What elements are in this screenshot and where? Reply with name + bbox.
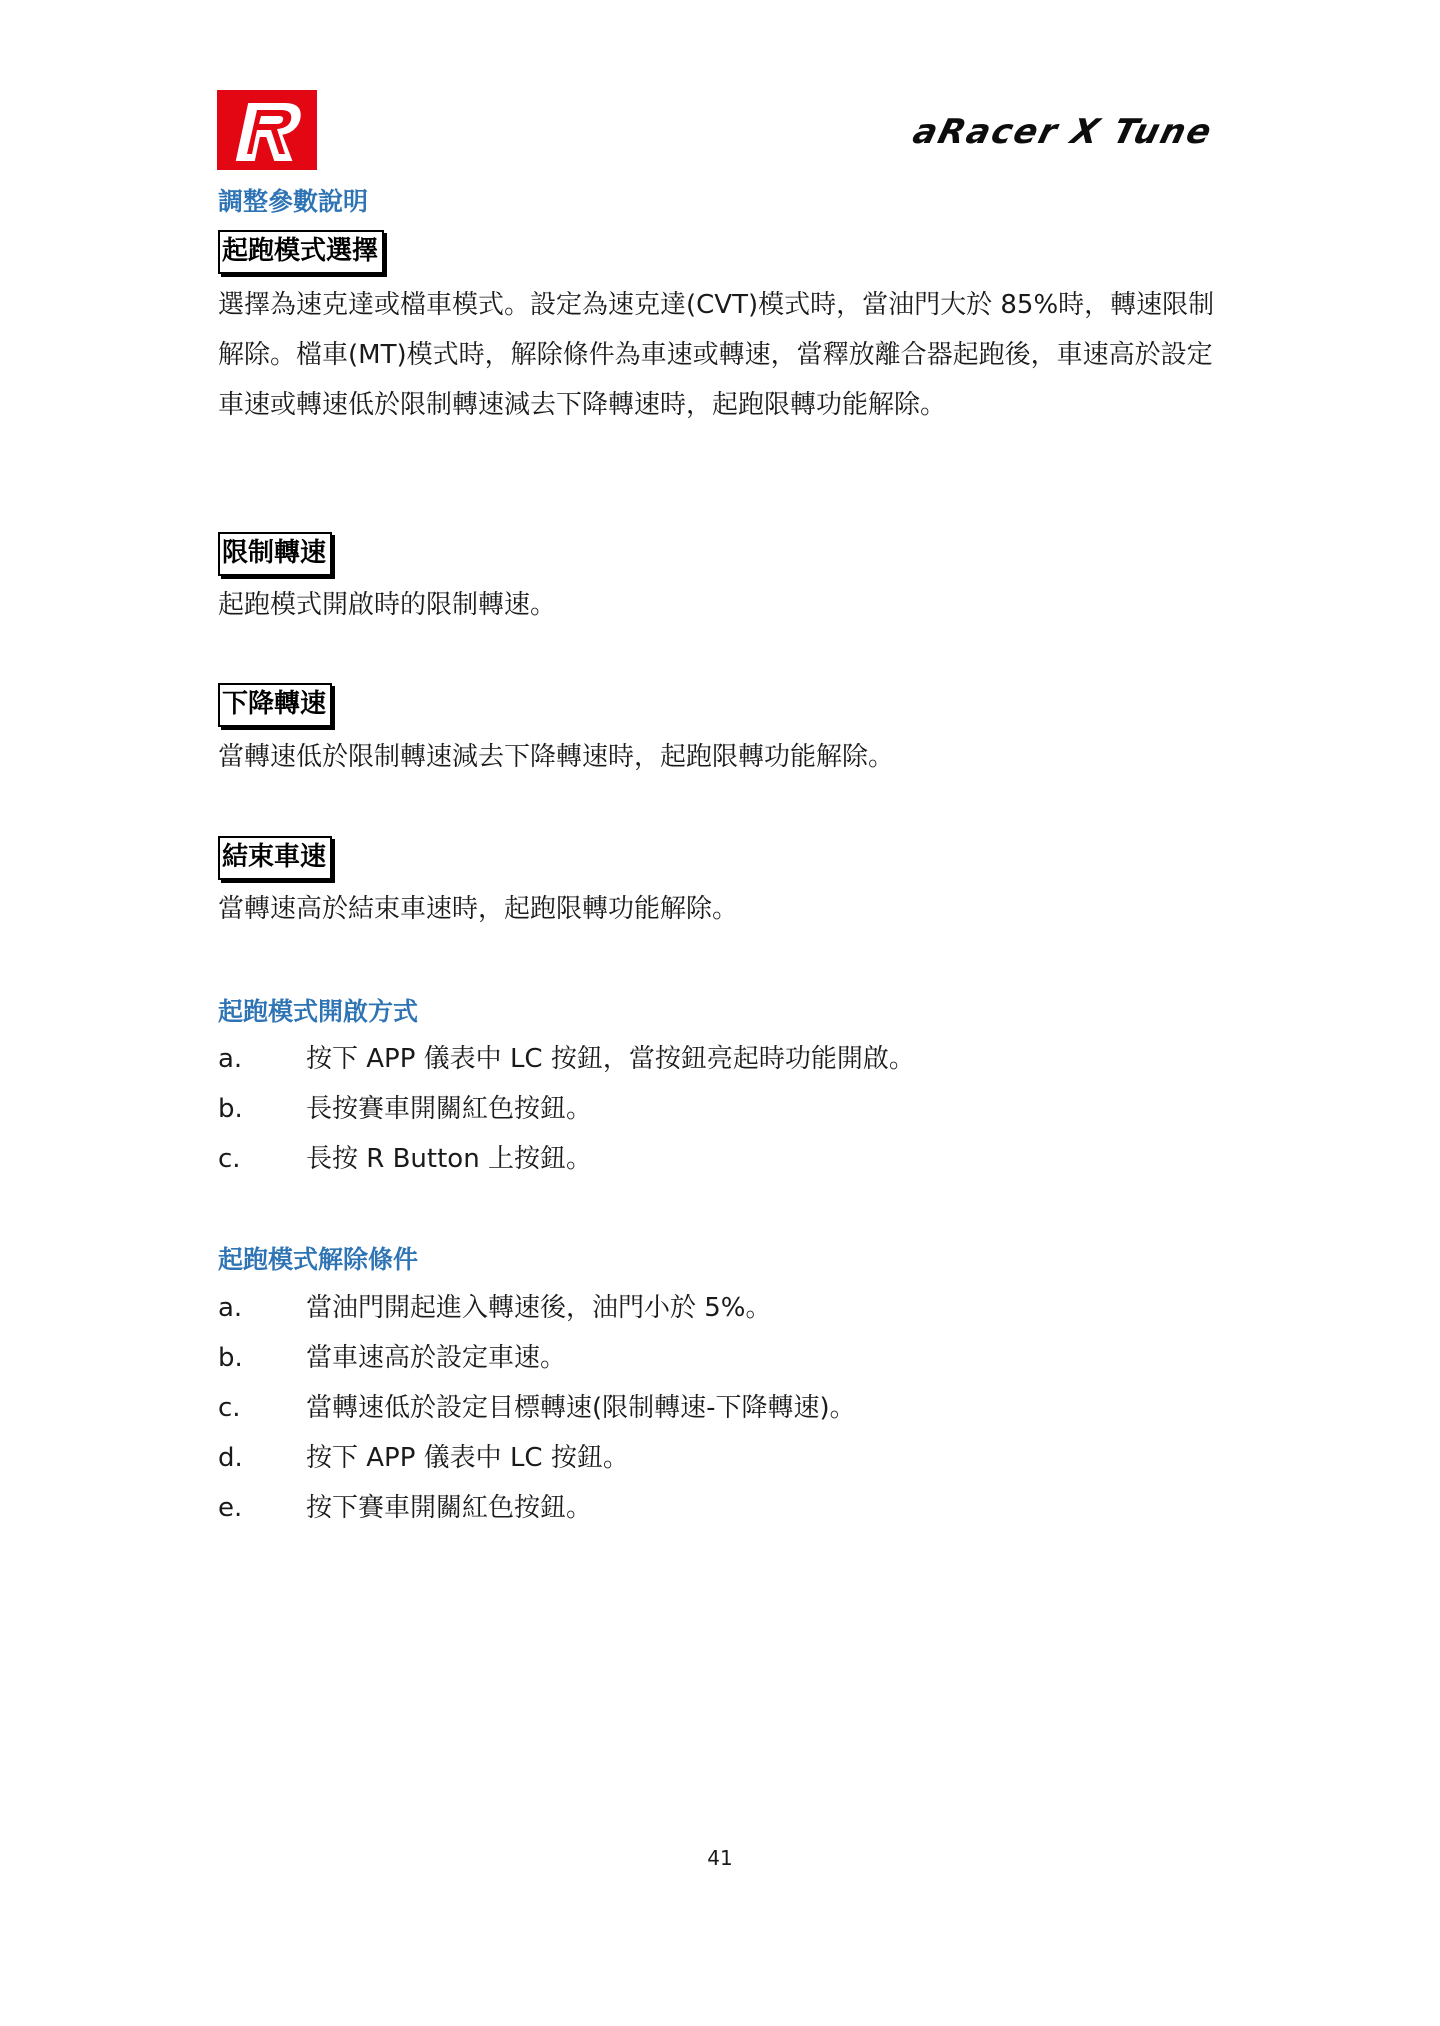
page-title: 調整參數說明 [218, 187, 369, 216]
list-marker: c. [218, 1393, 241, 1423]
release-heading: 起跑模式解除條件 [218, 1245, 419, 1274]
list-text: 按下 APP 儀表中 LC 按鈕。 [306, 1443, 629, 1473]
param-desc-limit-rpm: 起跑模式開啟時的限制轉速。 [218, 590, 557, 620]
list-text: 按下賽車開關紅色按鈕。 [306, 1493, 593, 1523]
list-item [218, 1034, 915, 1084]
list-marker: d. [218, 1443, 243, 1473]
list-text: 當油門開起進入轉速後，油門小於 5%。 [306, 1293, 772, 1323]
list-text: 長按 R Button 上按鈕。 [306, 1144, 592, 1174]
list-item [218, 1084, 915, 1134]
list-item [218, 1433, 856, 1483]
list-marker: b. [218, 1094, 243, 1124]
list-marker: b. [218, 1343, 243, 1373]
param-desc-end-speed: 當轉速高於結束車速時，起跑限轉功能解除。 [218, 894, 739, 924]
list-marker: c. [218, 1144, 241, 1174]
param-label-launch-mode: 起跑模式選擇 [218, 230, 384, 274]
param-label-drop-rpm: 下降轉速 [218, 683, 332, 727]
list-text: 當車速高於設定車速。 [306, 1343, 567, 1373]
brand-wordmark: aRacer X Tune [908, 112, 1217, 152]
page-number: 41 [707, 1846, 733, 1870]
param-label-end-speed: 結束車速 [218, 836, 332, 880]
list-item [218, 1283, 856, 1333]
list-marker: a. [218, 1293, 243, 1323]
list-text: 按下 APP 儀表中 LC 按鈕，當按鈕亮起時功能開啟。 [306, 1044, 915, 1074]
release-list [218, 1283, 856, 1533]
list-item [218, 1383, 856, 1433]
list-text: 長按賽車開關紅色按鈕。 [306, 1094, 593, 1124]
list-item [218, 1134, 915, 1184]
param-label-limit-rpm: 限制轉速 [218, 532, 332, 576]
activation-list [218, 1034, 915, 1184]
param-desc-drop-rpm: 當轉速低於限制轉速減去下降轉速時，起跑限轉功能解除。 [218, 742, 895, 772]
racer-r-logo-icon [217, 90, 317, 170]
list-marker: a. [218, 1044, 243, 1074]
list-text: 當轉速低於設定目標轉速(限制轉速-下降轉速)。 [306, 1393, 856, 1423]
activation-heading: 起跑模式開啟方式 [218, 997, 419, 1026]
list-item [218, 1483, 856, 1533]
list-item [218, 1333, 856, 1383]
list-marker: e. [218, 1493, 243, 1523]
param-desc-launch-mode: 選擇為速克達或檔車模式。設定為速克達(CVT)模式時，當油門大於 85%時，轉速限制解除。檔車(MT)模式時，解除條件為車速或轉速，當釋放離合器起跑後，車速高於設定車速或轉速低於限制轉速減去下降轉速時，起跑限轉功能解除。 [218, 290, 1215, 420]
